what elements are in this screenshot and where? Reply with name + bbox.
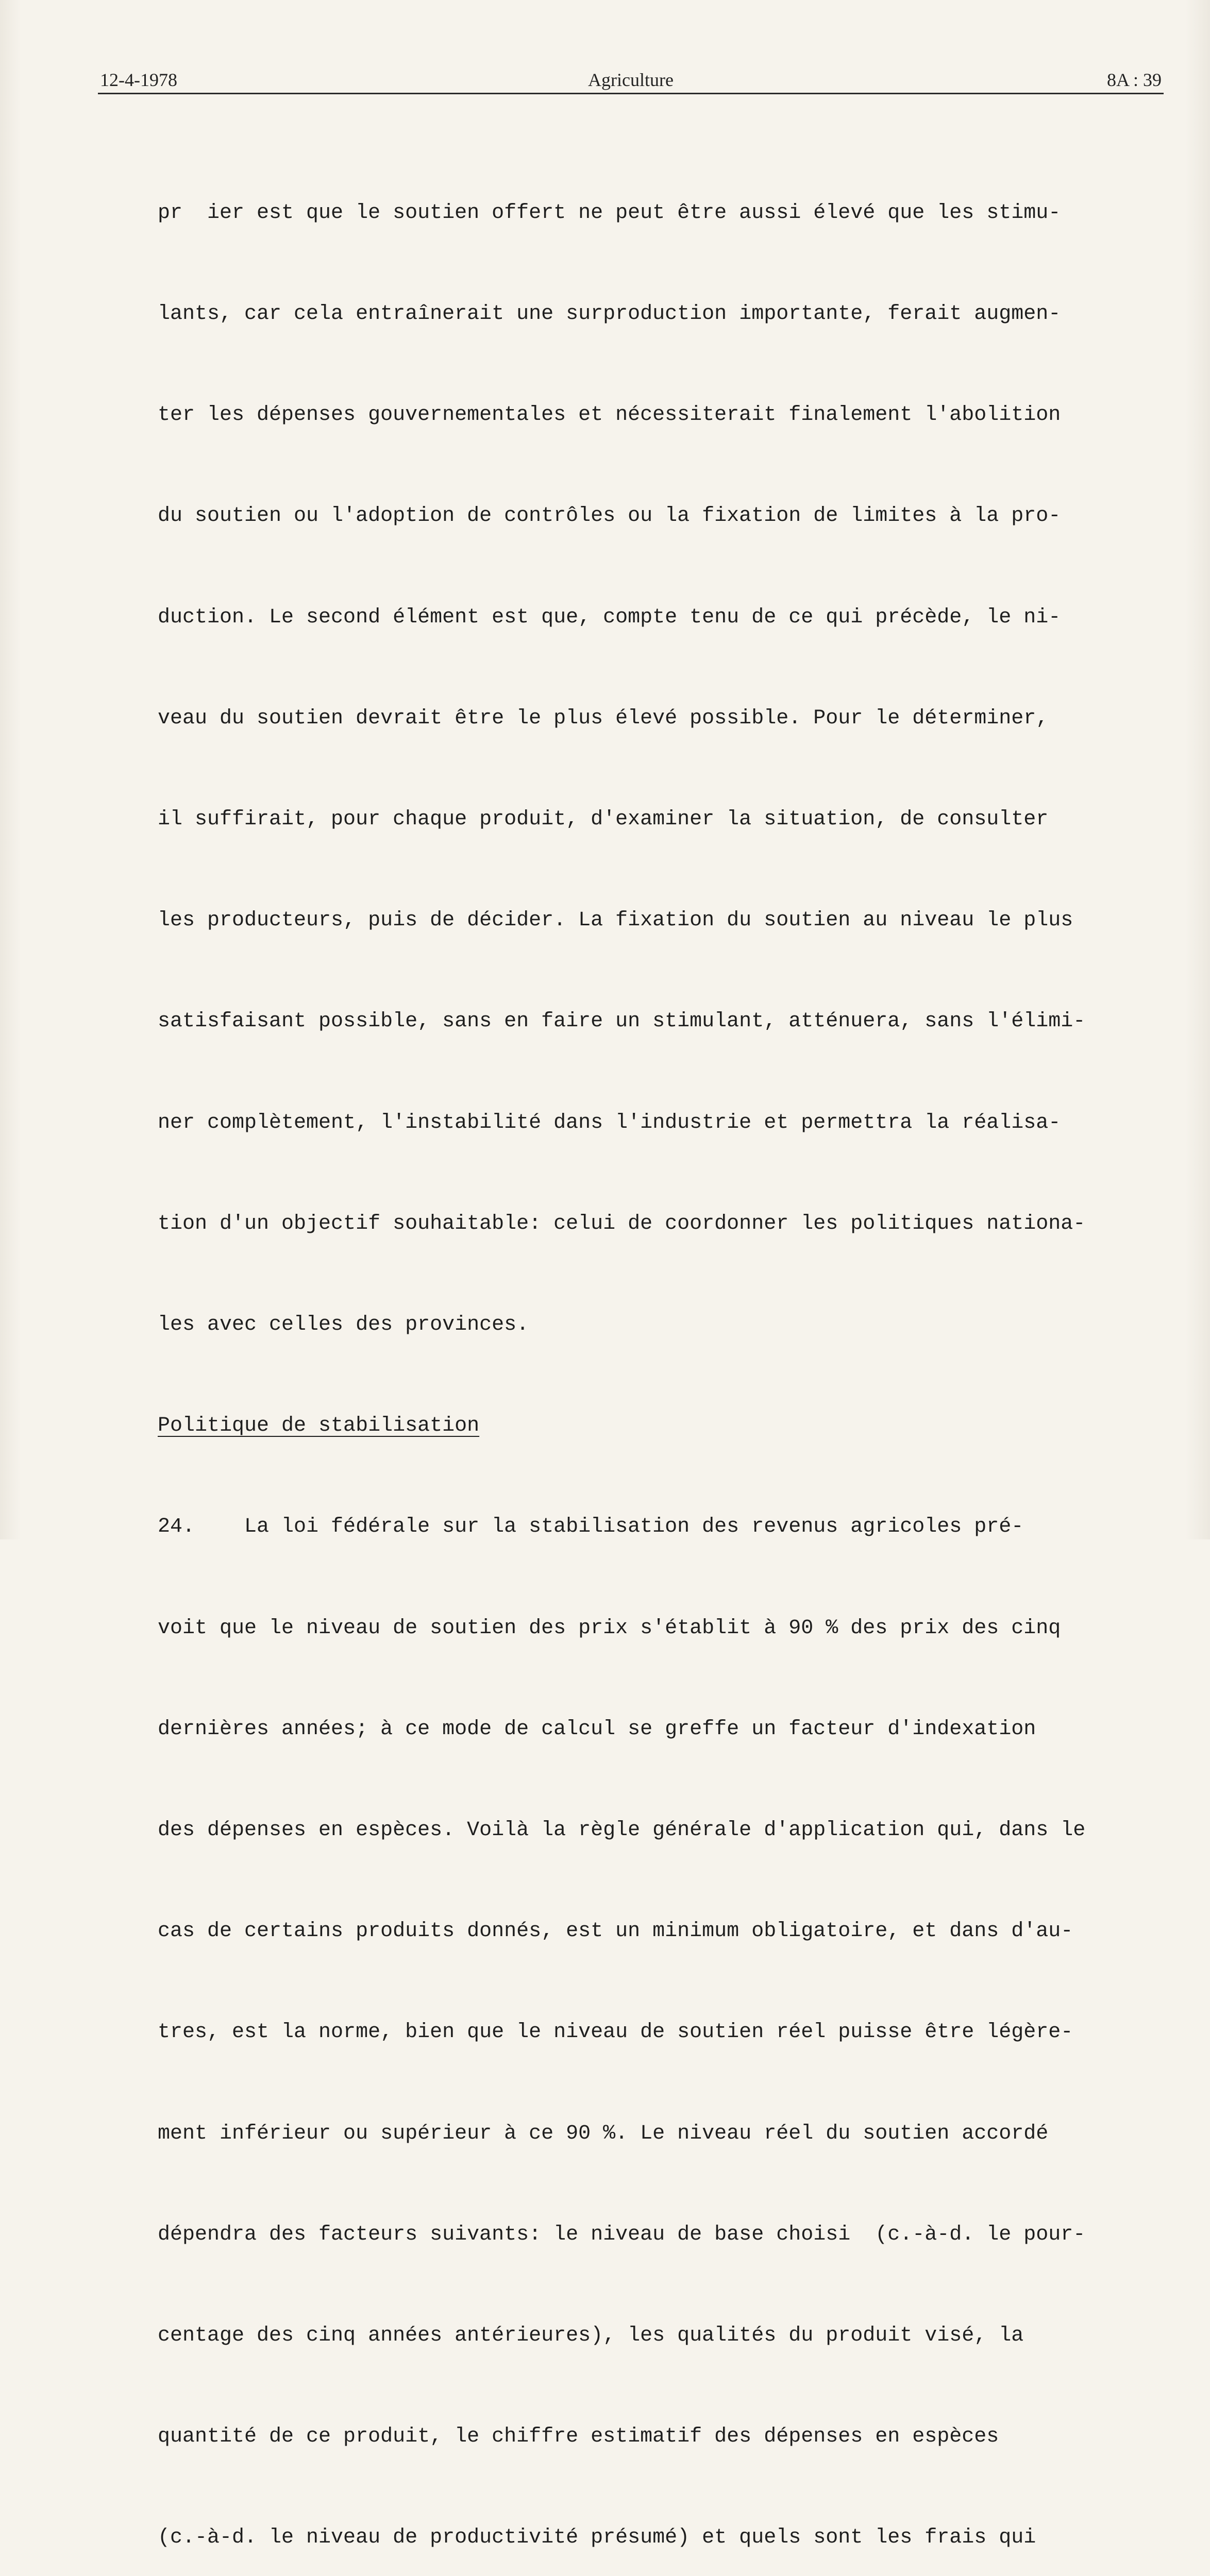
text-line: quantité de ce produit, le chiffre estimatif des dépenses en espèces [158,2425,999,2449]
text-line: voit que le niveau de soutien des prix s'établit à 90 % des prix des cinq [158,1616,1061,1640]
text-line: tion d'un objectif souhaitable: celui de coordonner les politiques nationa- [158,1212,1086,1235]
text-line: dépendra des facteurs suivants: le niveau de base choisi (c.-à-d. le pour- [158,2223,1086,2246]
text-line: (c.-à-d. le niveau de productivité présumé) et quels sont les frais qui [158,2526,1036,2550]
text-line: les avec celles des provinces. [158,1313,529,1337]
text-line: satisfaisant possible, sans en faire un stimulant, atténuera, sans l'élimi- [158,1010,1086,1033]
header-title: Agriculture [588,70,674,90]
text-line: ment inférieur ou supérieur à ce 90 %. Le niveau réel du soutien accordé [158,2122,1049,2145]
page-header [98,66,1164,94]
header-page-number: 8A : 39 [1106,70,1162,90]
text-line: du soutien ou l'adoption de contrôles ou la fixation de limites à la pro- [158,504,1061,528]
text-line: centage des cinq années antérieures), les qualités du produit visé, la [158,2324,1024,2348]
text-line: ter les dépenses gouvernementales et nécessiterait finalement l'abolition [158,403,1061,427]
text-line: il suffirait, pour chaque produit, d'examiner la situation, de consulter [158,808,1049,832]
text-line: des dépenses en espèces. Voilà la règle générale d'application qui, dans le [158,1819,1086,1842]
text-line: ner complètement, l'instabilité dans l'industrie et permettra la réalisa- [158,1111,1061,1134]
text-line: cas de certains produits donnés, est un minimum obligatoire, et dans d'au- [158,1920,1073,1943]
text-line: 24. La loi fédérale sur la stabilisation des revenus agricoles pré- [158,1515,1024,1539]
text-line: lants, car cela entraînerait une surproduction importante, ferait augmen- [158,302,1061,326]
text-line: tres, est la norme, bien que le niveau de soutien réel puisse être légère- [158,2021,1073,2044]
text-line: dernières années; à ce mode de calcul se greffe un facteur d'indexation [158,1717,1036,1741]
text-line: les producteurs, puis de décider. La fixation du soutien au niveau le plus [158,909,1073,933]
section-heading: Politique de stabilisation [158,1414,480,1438]
header-date: 12-4-1978 [100,70,177,90]
text-line: veau du soutien devrait être le plus élevé possible. Pour le déterminer, [158,706,1049,730]
document-body [158,129,1183,2576]
text-line: duction. Le second élément est que, compte tenu de ce qui précède, le ni- [158,605,1061,629]
text-line: pr ier est que le soutien offert ne peut être aussi élevé que les stimu- [158,201,1061,225]
